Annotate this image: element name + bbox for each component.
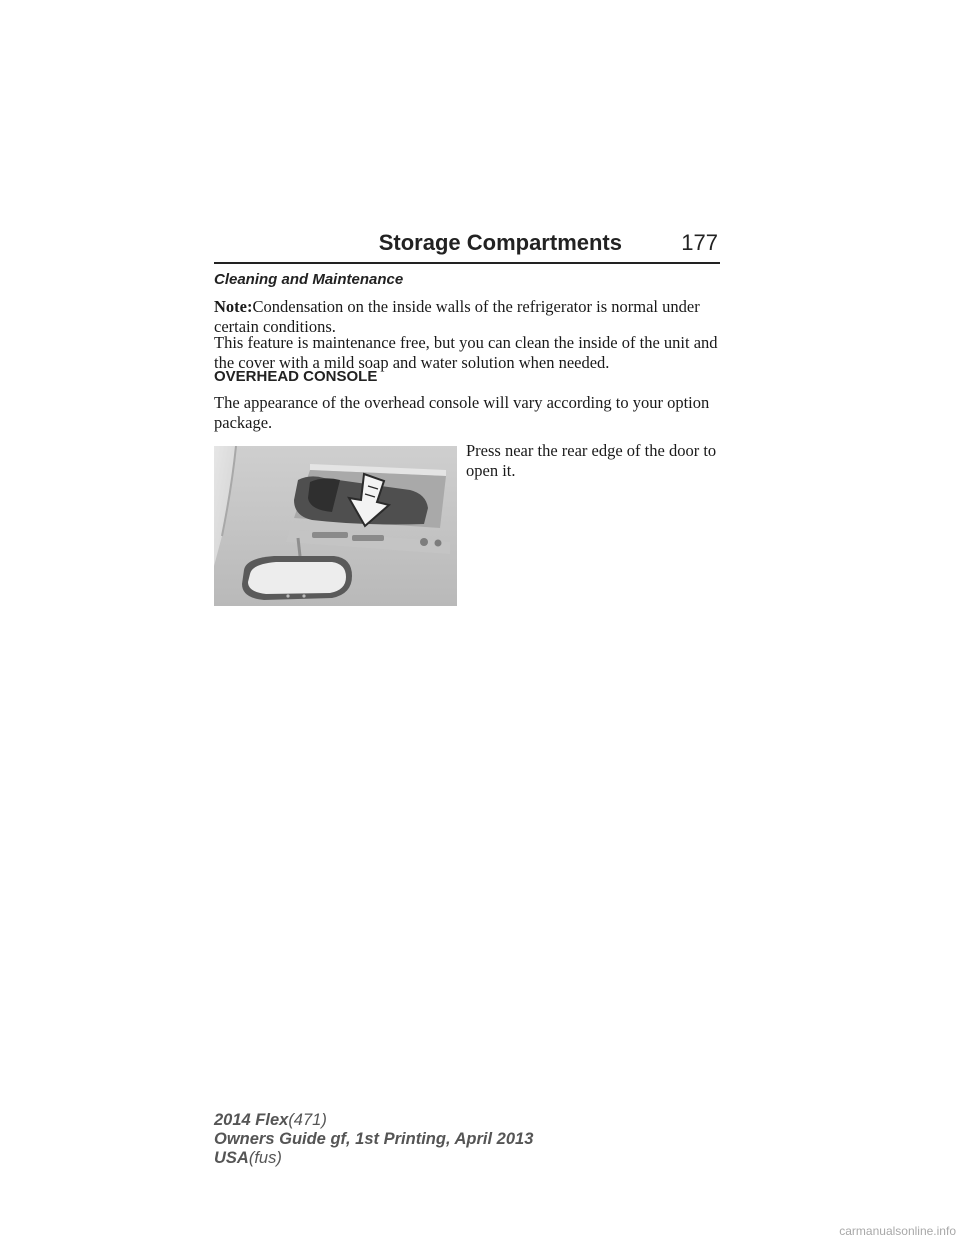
- page-footer: [214, 1111, 533, 1168]
- footer-line-1: [214, 1111, 533, 1130]
- note-label: Note:: [214, 297, 253, 316]
- heading-overhead-console: OVERHEAD CONSOLE: [214, 368, 378, 385]
- footer-line-2: Owners Guide gf, 1st Printing, April 2013: [214, 1130, 534, 1148]
- section-title-cleaning: Cleaning and Maintenance: [214, 271, 404, 288]
- page-number: 177: [681, 230, 718, 255]
- footer-line-3: [214, 1149, 533, 1168]
- footer-model: 2014 Flex: [214, 1111, 289, 1129]
- overhead-console-figure: [214, 446, 457, 606]
- press-instruction: Press near the rear edge of the door to open it.: [466, 441, 717, 480]
- header-title: Storage Compartments: [378, 230, 622, 255]
- note-text: Condensation on the inside walls of the refrigerator is normal under certain conditions.: [214, 297, 700, 336]
- overhead-console-intro: The appearance of the overhead console will vary according to your option package.: [214, 393, 710, 432]
- overhead-console-illustration: [214, 446, 457, 606]
- footer-model-code: (471): [288, 1111, 327, 1129]
- cleaning-body: This feature is maintenance free, but you can clean the inside of the unit and the cover with a mild soap and water solution when needed.: [214, 333, 718, 372]
- watermark: carmanualsonline.info: [839, 1224, 956, 1238]
- footer-market-code: (fus): [248, 1149, 282, 1167]
- page-header: [214, 228, 720, 264]
- footer-market: USA: [214, 1149, 249, 1167]
- rearview-mirror-icon: [242, 556, 352, 600]
- note-paragraph: [214, 297, 724, 337]
